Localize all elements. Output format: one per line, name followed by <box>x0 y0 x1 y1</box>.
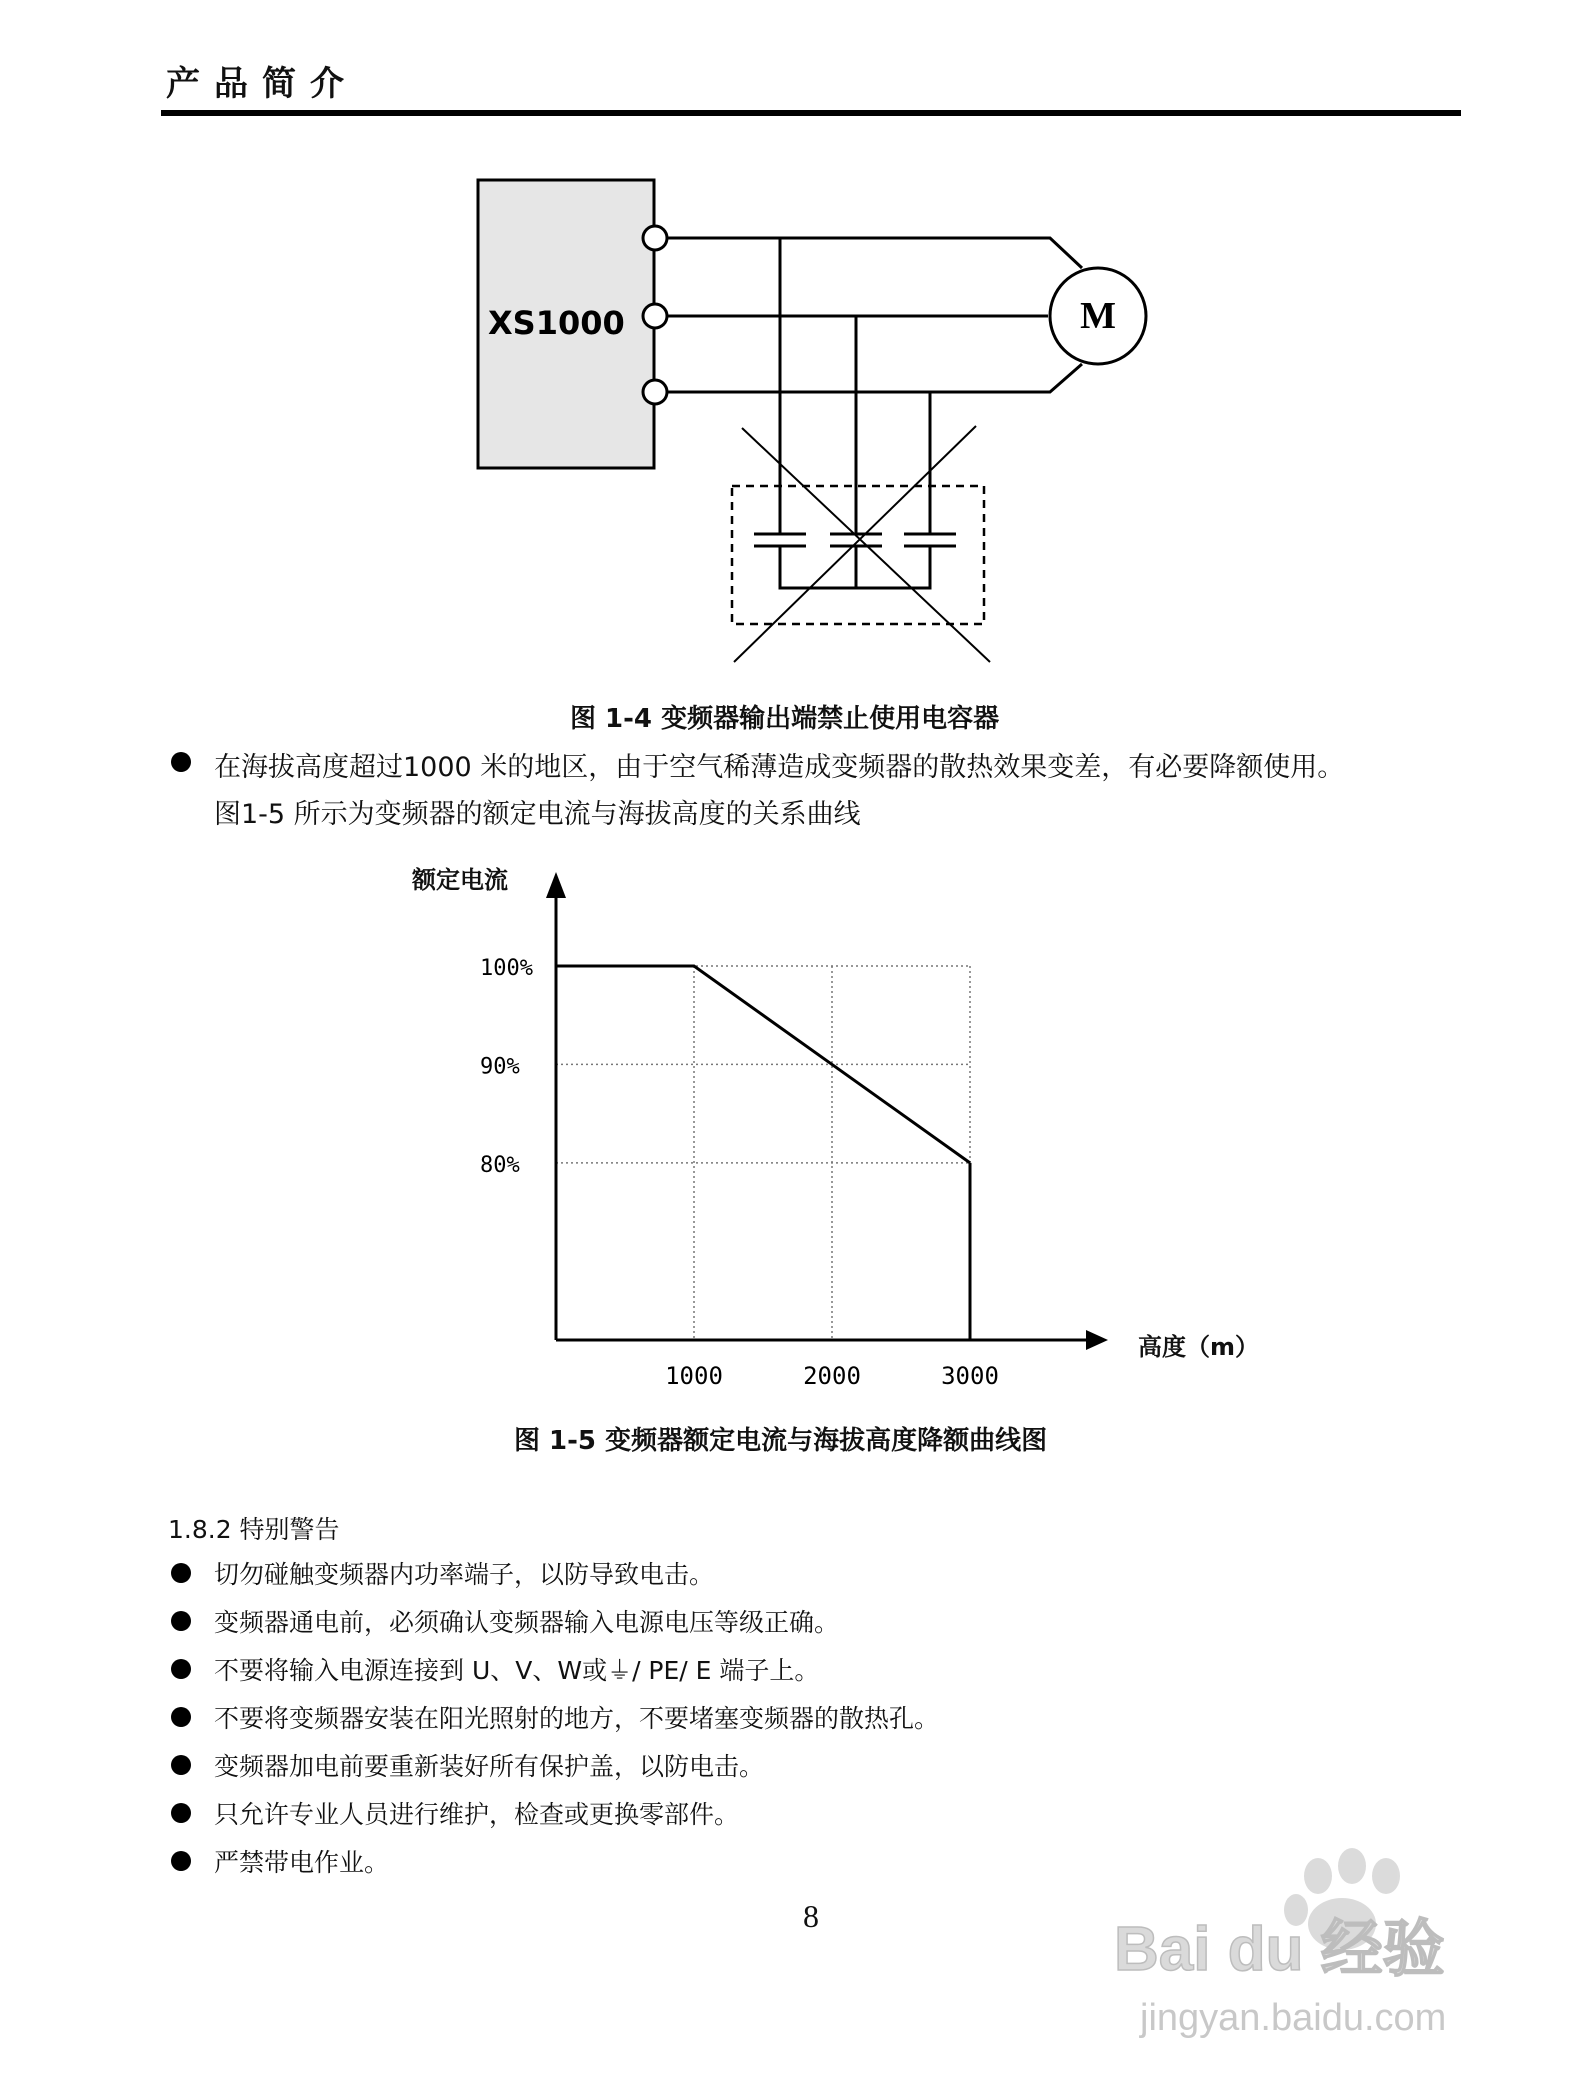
inverter-label: XS1000 <box>488 304 625 342</box>
y-axis-arrow-icon <box>546 872 566 898</box>
watermark-brand: Bai du 经验 <box>1114 1915 1445 1984</box>
paragraph-line-1: 在海拔高度超过1000 米的地区，由于空气稀薄造成变频器的散热效果变差，有必要降额使用。 <box>214 752 1345 783</box>
warning-item: 不要将变频器安装在阳光照射的地方，不要堵塞变频器的散热孔。 <box>214 1704 940 1733</box>
warning-item: 不要将输入电源连接到 U、V、W或⏚/ PE/ E 端子上。 <box>214 1656 820 1685</box>
page-header-title: 产品简介 <box>166 64 358 104</box>
y-tick-label: 80% <box>480 1152 520 1178</box>
bullet-icon <box>171 1755 191 1775</box>
motor-label: M <box>1080 295 1116 337</box>
bullet-icon <box>171 1851 191 1871</box>
bullet-icon <box>171 1707 191 1727</box>
page-number: 8 <box>803 1898 819 1934</box>
x-tick-label: 2000 <box>803 1362 861 1390</box>
watermark-url: jingyan.baidu.com <box>1140 1997 1447 2039</box>
x-tick-label: 1000 <box>665 1362 723 1390</box>
baidu-watermark <box>1100 1840 1588 2096</box>
warning-item: 变频器加电前要重新装好所有保护盖，以防电击。 <box>214 1752 765 1781</box>
paragraph-line-2: 图1-5 所示为变频器的额定电流与海拔高度的关系曲线 <box>214 799 861 830</box>
section-heading: 1.8.2 特别警告 <box>168 1515 340 1544</box>
bullet-icon <box>171 1659 191 1679</box>
chart-y-label: 额定电流 <box>412 866 508 894</box>
warning-item: 切勿碰触变频器内功率端子，以防导致电击。 <box>214 1560 715 1589</box>
y-tick-label: 90% <box>480 1054 520 1080</box>
bullet-icon <box>171 1803 191 1823</box>
warning-item: 变频器通电前，必须确认变频器输入电源电压等级正确。 <box>214 1608 840 1637</box>
chart-x-label: 高度（m） <box>1138 1333 1260 1361</box>
figure-1-4-caption: 图 1-4 变频器输出端禁止使用电容器 <box>570 704 1000 734</box>
bullet-icon <box>171 1611 191 1631</box>
x-tick-label: 3000 <box>941 1362 999 1390</box>
warning-item: 严禁带电作业。 <box>214 1848 390 1877</box>
figure-1-5-caption: 图 1-5 变频器额定电流与海拔高度降额曲线图 <box>514 1426 1048 1456</box>
x-axis-arrow-icon <box>1086 1330 1108 1350</box>
y-tick-label: 100% <box>480 956 533 981</box>
warning-item: 只允许专业人员进行维护，检查或更换零部件。 <box>214 1800 740 1829</box>
bullet-icon <box>171 1563 191 1583</box>
